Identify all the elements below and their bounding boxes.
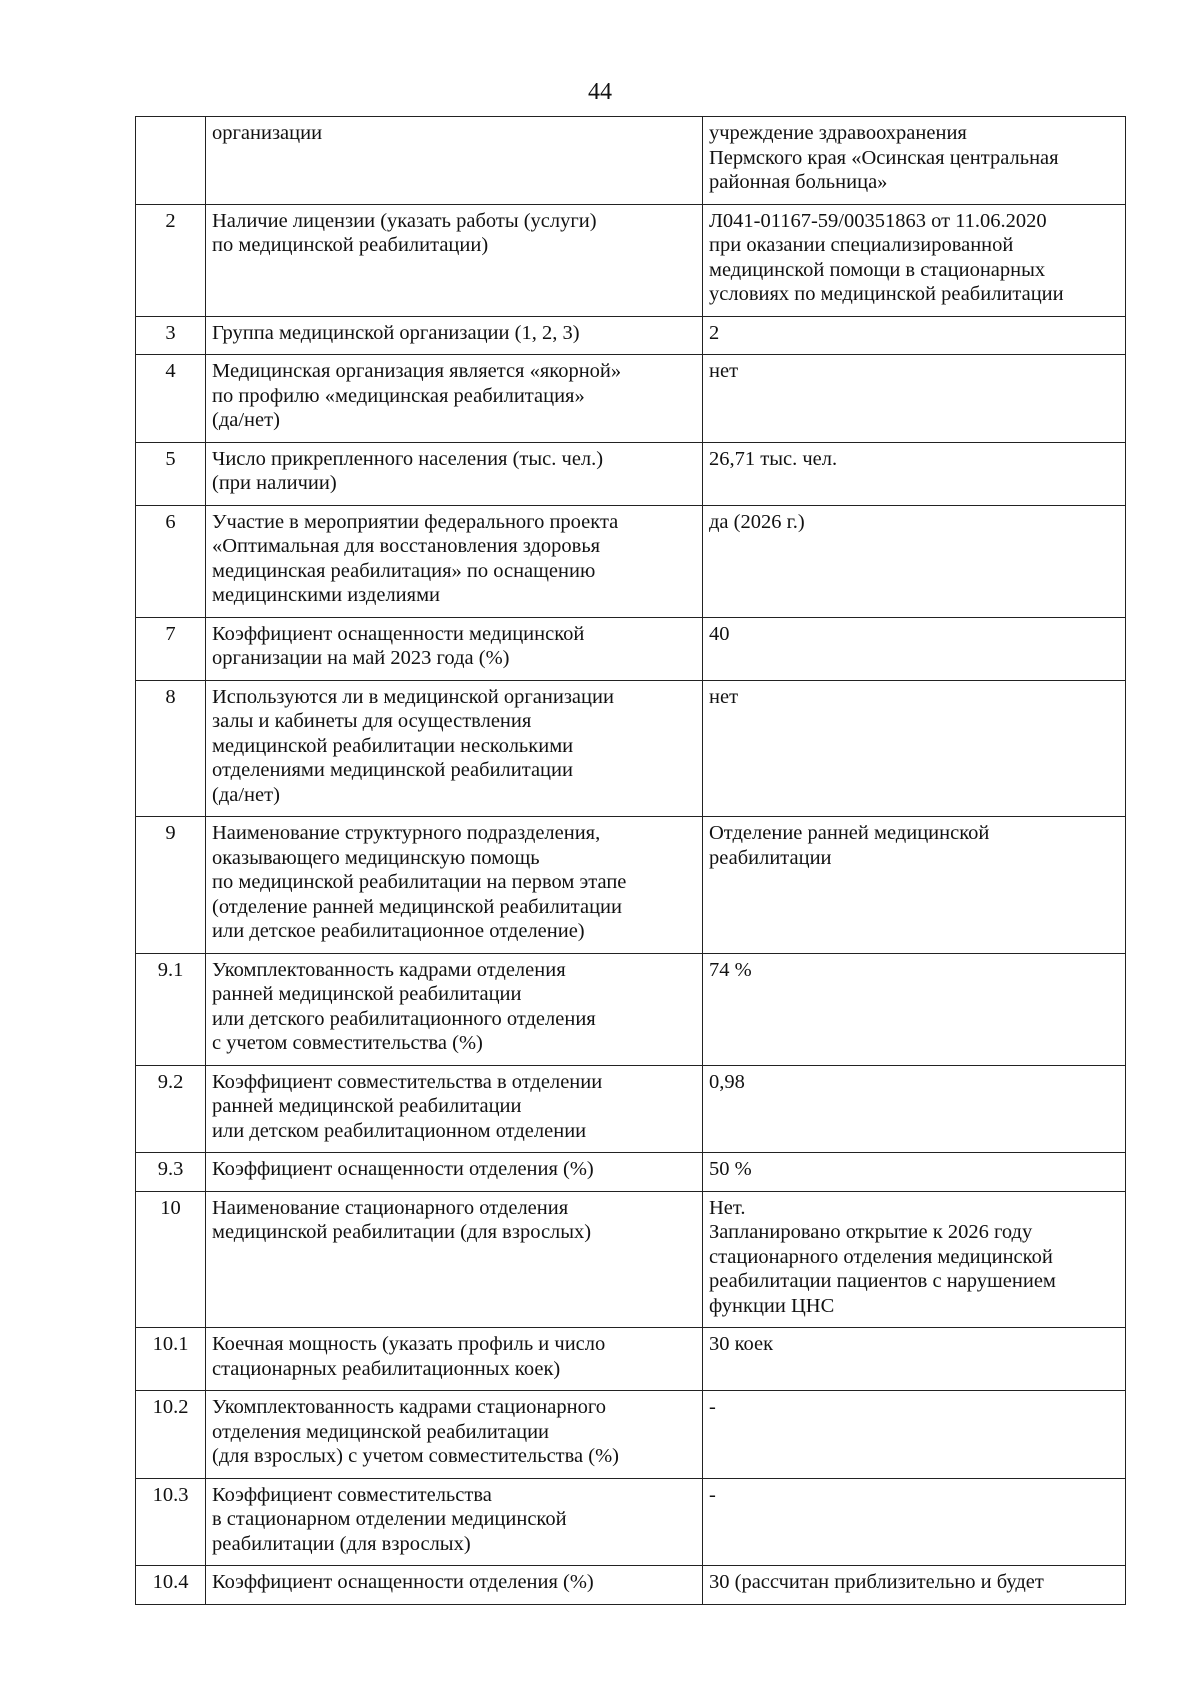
- row-number: 10.2: [136, 1391, 206, 1479]
- row-value: 40: [703, 617, 1126, 680]
- row-label: Укомплектованность кадрами отделения ранней медицинской реабилитации или детского реабилитационного отделения с учетом совместительства (%): [206, 953, 703, 1065]
- table-row: [136, 117, 1126, 205]
- row-value: Отделение ранней медицинской реабилитации: [703, 817, 1126, 954]
- row-label: Используются ли в медицинской организации залы и кабинеты для осуществления медицинской реабилитации несколькими отделениями медицинской реабилитации (да/нет): [206, 680, 703, 817]
- table-row: [136, 204, 1126, 316]
- table-row: [136, 1566, 1126, 1605]
- table-row: [136, 1191, 1126, 1328]
- row-value: 0,98: [703, 1065, 1126, 1153]
- table-row: [136, 1328, 1126, 1391]
- row-number: 9.1: [136, 953, 206, 1065]
- row-value: 50 %: [703, 1153, 1126, 1192]
- table-row: [136, 1478, 1126, 1566]
- facility-info-table: [135, 116, 1126, 1605]
- row-label: организации: [206, 117, 703, 205]
- row-label: Число прикрепленного населения (тыс. чел.) (при наличии): [206, 442, 703, 505]
- row-label: Укомплектованность кадрами стационарного отделения медицинской реабилитации (для взрослых) с учетом совместительства (%): [206, 1391, 703, 1479]
- row-label: Коэффициент совместительства в стационарном отделении медицинской реабилитации (для взрослых): [206, 1478, 703, 1566]
- table-row: [136, 817, 1126, 954]
- row-number: 5: [136, 442, 206, 505]
- row-number: 9: [136, 817, 206, 954]
- row-number: 10.1: [136, 1328, 206, 1391]
- row-label: Участие в мероприятии федерального проекта «Оптимальная для восстановления здоровья медицинская реабилитация» по оснащению медицинскими изделиями: [206, 505, 703, 617]
- row-number: 2: [136, 204, 206, 316]
- row-value: 26,71 тыс. чел.: [703, 442, 1126, 505]
- table-row: [136, 617, 1126, 680]
- row-value: 30 коек: [703, 1328, 1126, 1391]
- row-value: -: [703, 1478, 1126, 1566]
- row-number: 3: [136, 316, 206, 355]
- row-label: Наименование структурного подразделения, оказывающего медицинскую помощь по медицинской реабилитации на первом этапе (отделение ранней медицинской реабилитации или детское реабилитационное отделение): [206, 817, 703, 954]
- row-number: 10.3: [136, 1478, 206, 1566]
- table-row: [136, 1391, 1126, 1479]
- row-label: Коэффициент оснащенности отделения (%): [206, 1153, 703, 1192]
- row-number: [136, 117, 206, 205]
- row-number: 8: [136, 680, 206, 817]
- row-number: 10: [136, 1191, 206, 1328]
- row-number: 4: [136, 355, 206, 443]
- table-row: [136, 953, 1126, 1065]
- table-row: [136, 680, 1126, 817]
- row-label: Наименование стационарного отделения медицинской реабилитации (для взрослых): [206, 1191, 703, 1328]
- table-row: [136, 442, 1126, 505]
- row-value: 2: [703, 316, 1126, 355]
- table-row: [136, 1153, 1126, 1192]
- page-number: 44: [588, 79, 612, 105]
- row-label: Коэффициент совместительства в отделении ранней медицинской реабилитации или детском реабилитационном отделении: [206, 1065, 703, 1153]
- table-row: [136, 505, 1126, 617]
- row-label: Наличие лицензии (указать работы (услуги) по медицинской реабилитации): [206, 204, 703, 316]
- table-row: [136, 355, 1126, 443]
- row-number: 7: [136, 617, 206, 680]
- row-value: 74 %: [703, 953, 1126, 1065]
- row-value: -: [703, 1391, 1126, 1479]
- row-value: Л041-01167-59/00351863 от 11.06.2020 при оказании специализированной медицинской помощи в стационарных условиях по медицинской реабилитации: [703, 204, 1126, 316]
- row-number: 9.3: [136, 1153, 206, 1192]
- row-number: 10.4: [136, 1566, 206, 1605]
- table-row: [136, 316, 1126, 355]
- row-label: Коечная мощность (указать профиль и число стационарных реабилитационных коек): [206, 1328, 703, 1391]
- row-value: да (2026 г.): [703, 505, 1126, 617]
- row-number: 9.2: [136, 1065, 206, 1153]
- row-label: Группа медицинской организации (1, 2, 3): [206, 316, 703, 355]
- row-label: Коэффициент оснащенности медицинской организации на май 2023 года (%): [206, 617, 703, 680]
- row-label: Коэффициент оснащенности отделения (%): [206, 1566, 703, 1605]
- table-row: [136, 1065, 1126, 1153]
- row-value: нет: [703, 355, 1126, 443]
- row-value: Нет. Запланировано открытие к 2026 году стационарного отделения медицинской реабилитации пациентов с нарушением функции ЦНС: [703, 1191, 1126, 1328]
- row-value: учреждение здравоохранения Пермского края «Осинская центральная районная больница»: [703, 117, 1126, 205]
- row-value: нет: [703, 680, 1126, 817]
- row-label: Медицинская организация является «якорной» по профилю «медицинская реабилитация» (да/нет): [206, 355, 703, 443]
- row-number: 6: [136, 505, 206, 617]
- table-body: [136, 117, 1126, 1605]
- row-value: 30 (рассчитан приблизительно и будет: [703, 1566, 1126, 1605]
